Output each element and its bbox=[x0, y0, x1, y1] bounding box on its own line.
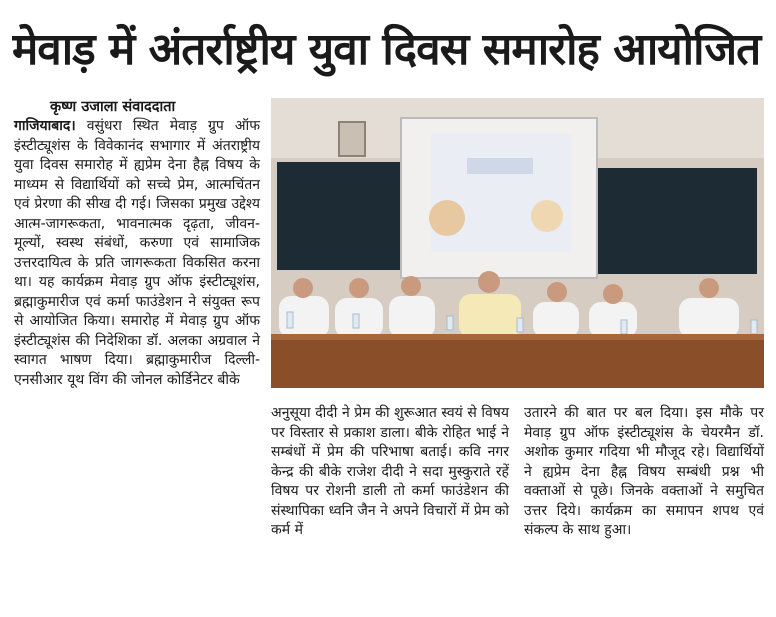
byline: कृष्ण उजाला संवाददाता bbox=[50, 99, 176, 115]
event-photo bbox=[271, 98, 764, 388]
article-text-1: वसुंधरा स्थित मेवाड़ ग्रुप ऑफ इंस्टीट्यूशंस के विवेकानंद सभागार में अंतराष्ट्रीय युवा दिवस समारोह में ह्यप्रेम देना हैह्न विषय के माध्यम से विद्यार्थियों को सच्चे प्रेम, आत्मचिंतन एवं प्रेरणा की सीख दी गई। जिसका प्रमुख उद्देश्य आत्म-जागरूकता, भावनात्मक दृढ़ता, जीवन-मूल्यों, स्वस्थ संबंधों, करुणा एवं सामाजिक उत्तरदायित्व के प्रति जागरूकता विकसित करना था। यह कार्यक्रम मेवाड़ ग्रुप ऑफ इंस्टीट्यूशंस, ब्रह्माकुमारीज एवं कर्मा फाउंडेशन ने संयुक्त रूप से आयोजित किया। समारोह में मेवाड़ ग्रुप ऑफ इंस्टीट्यूशंस की निदेशिका डॉ. अलका अग्रवाल ने स्वागत भाषण दिया। ब्रह्माकुमारीज दिल्ली-एनसीआर यूथ विंग की जोनल कोर्डिनेटर बीके bbox=[14, 118, 261, 388]
headline: मेवाड़ में अंतर्राष्ट्रीय युवा दिवस समारोह आयोजित bbox=[12, 24, 761, 75]
article-text-2: अनुसूया दीदी ने प्रेम की शुरूआत स्वयं से विषय पर विस्तार से प्रकाश डाला। बीके रोहित भाई ने सम्बंधों में प्रेम की परिभाषा बताई। कवि नगर केन्द्र की बीके राजेश दीदी ने सदा मुस्कुराते रहें विषय पर रोशनी डाली तो कर्मा फाउंडेशन की संस्थापिका ध्वनि जैन ने अपने विचारों में प्रेम को कर्म में bbox=[271, 405, 509, 538]
dateline: गाजियाबाद। bbox=[14, 118, 76, 134]
article-column-1 bbox=[14, 98, 260, 390]
article-text-3: उतारने की बात पर बल दिया। इस मौके पर मेवाड़ ग्रुप ऑफ इंस्टीट्यूशंस के चेयरमैन डॉ. अशोक कुमार गदिया भी मौजूद रहे। विद्यार्थियों ने ह्यप्रेम देना हैह्न विषय सम्बंधी प्रश्न भी वक्ताओं से पूछे। जिनके वक्ताओं ने समुचित उत्तर दिये। कार्यक्रम का समापन शपथ एवं संकल्प के साथ हुआ। bbox=[524, 405, 764, 538]
article-column-2 bbox=[271, 404, 509, 541]
article-column-3 bbox=[524, 404, 764, 541]
event-photo-image bbox=[271, 98, 764, 388]
article-paragraph-1 bbox=[14, 117, 260, 390]
